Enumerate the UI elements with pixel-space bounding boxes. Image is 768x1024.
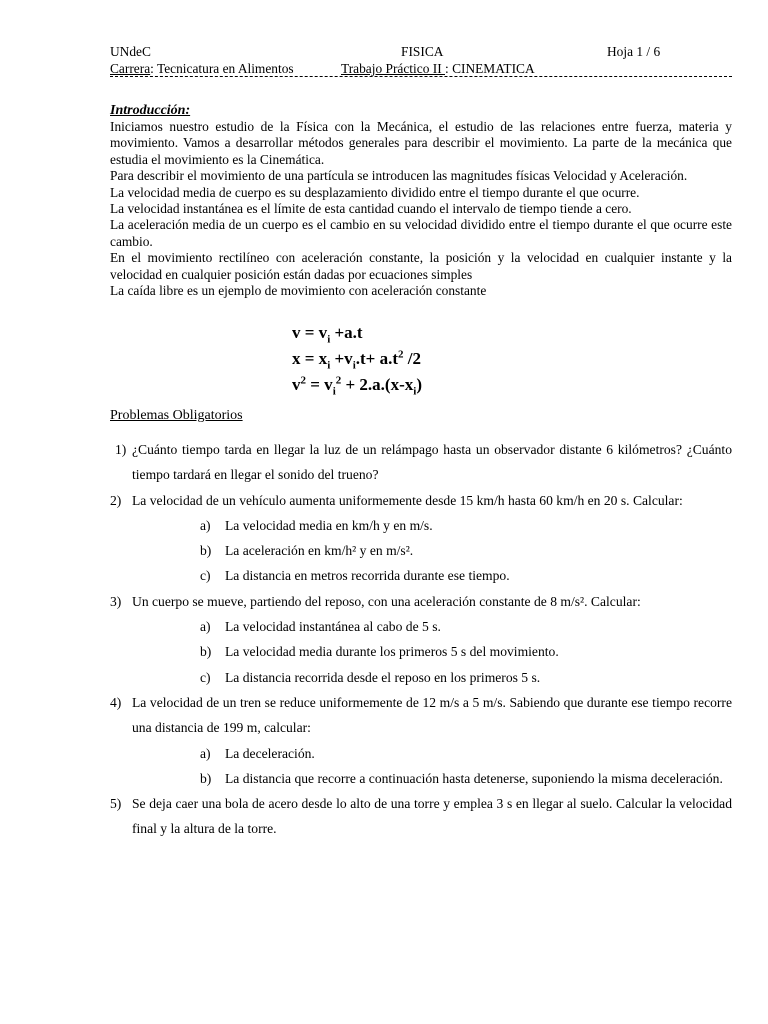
- subitem: c) La distancia en metros recorrida durante ese tiempo.: [200, 568, 510, 584]
- problem-text: Se deja caer una bola de acero desde lo alto de una torre y emplea 3 s en llegar al suelo. Calcular la velocidad final y la altura de la torre.: [132, 796, 732, 837]
- problems-list: [110, 437, 732, 842]
- problem-text: Un cuerpo se mueve, partiendo del reposo, con una aceleración constante de 8 m/s². Calcular:: [132, 593, 641, 609]
- problem-number: 5): [110, 796, 122, 812]
- introduction-section: [110, 102, 732, 299]
- problem-2: [110, 488, 732, 513]
- equation-position: $x = x_i +v_i.t+ a.t^2$ /2: [292, 348, 421, 372]
- institution: UNdeC: [110, 44, 151, 59]
- problem-text: ¿Cuánto tiempo tarda en llegar la luz de un relámpago hasta un observador distante 6 kilómetros? ¿Cuánto tiempo tardará en llegar el sonido del trueno?: [132, 442, 732, 483]
- problem-number: 3): [110, 593, 122, 609]
- intro-paragraph: Para describir el movimiento de una partícula se introducen las magnitudes físicas Velocidad y Aceleración.: [110, 168, 688, 184]
- intro-paragraph: La aceleración media de un cuerpo es el cambio en su velocidad dividido entre el tiempo durante el que ocurre este cambio.: [110, 217, 732, 249]
- problem-text: La velocidad de un tren se reduce uniformemente de 12 m/s a 5 m/s. Sabiendo que durante ese tiempo recorre una distancia de 199 m, calcular:: [132, 694, 732, 736]
- header-row-1: [110, 43, 690, 60]
- subitem: a) La velocidad media en km/h y en m/s.: [200, 517, 433, 533]
- intro-paragraph: La velocidad instantánea es el límite de esta cantidad cuando el intervalo de tiempo tiende a cero.: [110, 201, 632, 217]
- introduction-title: Introducción:: [110, 103, 191, 118]
- intro-paragraph: En el movimiento rectilíneo con aceleración constante, la posición y la velocidad en cualquier instante y la velocidad en cualquier posición están dadas por ecuaciones simples: [110, 250, 732, 282]
- career-label: Carrera: [110, 61, 151, 76]
- problems-title: Problemas Obligatorios: [110, 408, 243, 423]
- subject: FISICA: [401, 44, 444, 59]
- intro-paragraph: La caída libre es un ejemplo de movimiento con aceleración constante: [110, 283, 487, 299]
- career: [110, 60, 294, 77]
- subitem: b) La distancia que recorre a continuación hasta detenerse, suponiendo la misma deceleración.: [200, 770, 723, 786]
- subitem: a) La velocidad instantánea al cabo de 5 s.: [200, 619, 441, 635]
- problem-3: [110, 589, 732, 614]
- page-number: Hoja 1 / 6: [607, 44, 661, 59]
- problem-number: 1): [115, 442, 127, 457]
- problem-number: 2): [110, 492, 122, 508]
- problem-5: [110, 791, 732, 842]
- equation-velocity: $v = v_i +a.t$: [292, 323, 363, 346]
- equations: [292, 320, 422, 398]
- tp-value: : CINEMATICA: [445, 61, 535, 76]
- subitem: c) La distancia recorrida desde el reposo en los primeros 5 s.: [200, 669, 541, 685]
- intro-paragraph: Iniciamos nuestro estudio de la Física con la Mecánica, el estudio de las relaciones entre fuerza, materia y movimiento. Vamos a desarrollar métodos generales para describir el movimiento. La parte de la mecánica que estudia el movimiento es la Cinemática.: [110, 119, 732, 167]
- dashed-separator: [110, 76, 732, 77]
- problem-text: La velocidad de un vehículo aumenta uniformemente desde 15 km/h hasta 60 km/h en 20 s. Calcular:: [132, 492, 683, 508]
- problem-4: [110, 690, 732, 741]
- career-value: : Tecnicatura en Alimentos: [150, 61, 294, 76]
- subitem: b) La aceleración en km/h² y en m/s².: [200, 543, 414, 559]
- practical-work: [341, 60, 535, 77]
- tp-label: Trabajo Práctico II: [341, 61, 445, 76]
- problem-number: 4): [110, 694, 122, 710]
- subitem: a) La deceleración.: [200, 745, 315, 761]
- header-row-2: [110, 60, 690, 77]
- problem-1: [110, 437, 732, 488]
- equation-velocity-squared: $v^2 = v_i^2 + 2.a.(x-x_i)$: [292, 374, 422, 398]
- intro-paragraph: La velocidad media de cuerpo es su desplazamiento dividido entre el tiempo durante el que ocurre.: [110, 184, 640, 200]
- subitem: b) La velocidad media durante los primeros 5 s del movimiento.: [200, 644, 559, 660]
